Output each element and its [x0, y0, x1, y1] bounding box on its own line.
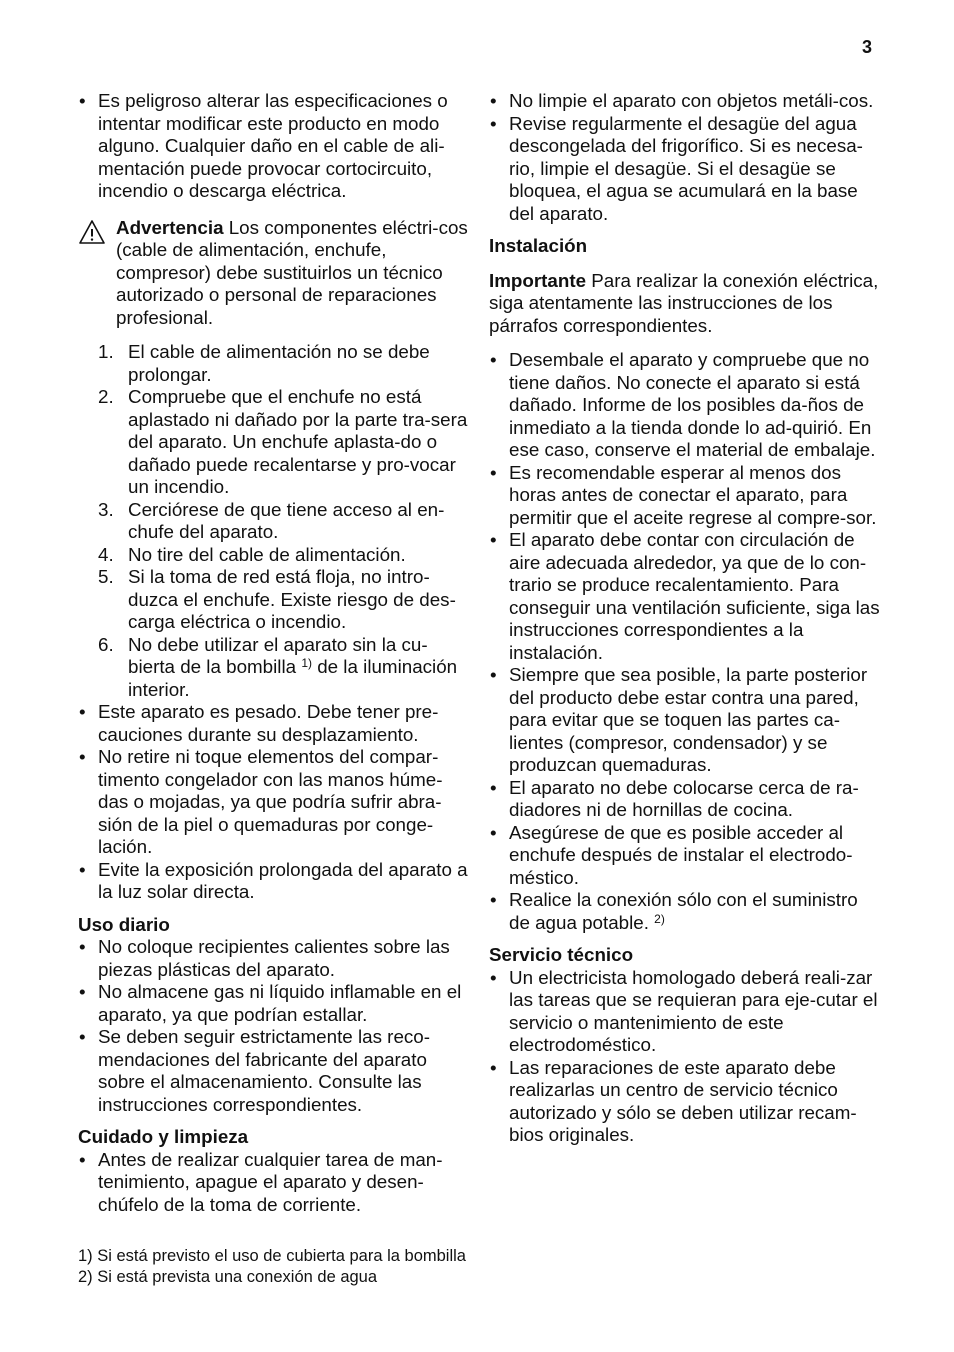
numbered-item [78, 386, 470, 499]
numbered-item [78, 634, 470, 702]
important-title: Importante [489, 269, 587, 291]
list-item: • Este aparato es pesado. Debe tener pre-cauciones durante su desplazamiento. [78, 701, 470, 746]
item-number: 1. [98, 341, 114, 362]
list-item: • No retire ni toque elementos del compar-timento congelador con las manos húme-das o mojadas, ya que podría sufrir abra-sión de la piel o quemaduras por conge-lación. [78, 746, 470, 859]
list-item: • Es peligroso alterar las especificaciones o intentar modificar este producto en modo alguno. Cualquier daño en el cable de ali-mentación puede provocar cortocircuito, incendio o descarga eléctrica. [78, 90, 470, 203]
list-item: • Antes de realizar cualquier tarea de man-tenimiento, apague el aparato y desen-chúfelo de la toma de corriente. [78, 1149, 470, 1217]
list-item: • Revise regularmente el desagüe del agua descongelada del frigorífico. Si es necesa-rio, limpie el desagüe. Si el desagüe se bloquea, el agua se acumulará en la base del aparato. [489, 113, 881, 226]
warning-text [116, 217, 470, 330]
item-text: Realice la conexión sólo con el suministro de agua potable. [509, 889, 858, 933]
item-number: 5. [98, 566, 114, 587]
item-text: No tire del cable de alimentación. [128, 543, 406, 565]
list-item: • El aparato debe contar con circulación de aire adecuada alrededor, ya que de lo con-trario se produce recalentamiento. Para conseguir una ventilación suficiente, siga las instrucciones correspondientes a la instalación. [489, 529, 881, 664]
right-column [489, 90, 881, 1147]
important-body: Para realizar la conexión eléctrica, siga atentamente las instrucciones de los párrafos correspondientes. [489, 269, 879, 336]
list-item: • Desembale el aparato y compruebe que no tiene daños. No conecte el aparato si está dañado. Informe de los posibles da-ños de inmediato a la tienda donde lo ad-quirió. En ese caso, conserve el material de embalaje. [489, 349, 881, 462]
section-heading-uso-diario: Uso diario [78, 913, 170, 935]
numbered-item [78, 499, 470, 544]
cuidado-list [78, 1149, 470, 1217]
intro-bullet-list [78, 90, 470, 203]
footnote: 1) Si está previsto el uso de cubierta para la bombilla [78, 1247, 466, 1265]
important-note [489, 270, 881, 338]
item-text-cont: de la iluminación interior. [128, 656, 458, 700]
item-text: Compruebe que el enchufe no está aplastado ni dañado por la parte tra-sera del aparato. Un enchufe aplasta-do o dañado puede recalentarse y pro-vocar un incendio. [128, 386, 468, 497]
item-text: Cerciórese de que tiene acceso al en-chufe del aparato. [128, 498, 445, 542]
item-number: 2. [98, 386, 114, 407]
numbered-item [78, 341, 470, 386]
list-item: • Un electricista homologado deberá reali-zar las tareas que se requieran para eje-cutar el servicio o mantenimiento de este electrodoméstico. [489, 967, 881, 1057]
item-number: 3. [98, 498, 114, 520]
section-heading-instalacion: Instalación [489, 235, 588, 256]
footnotes [78, 1246, 466, 1288]
item-text: Si la toma de red está floja, no intro-duzca el enchufe. Existe riesgo de des-carga eléctrica o incendio. [128, 566, 456, 632]
cuidado-cont-list [489, 90, 881, 225]
numbered-item [78, 566, 470, 634]
section-heading-cuidado: Cuidado y limpieza [78, 1126, 249, 1147]
item-number: 6. [98, 633, 114, 655]
left-column [78, 90, 470, 1216]
item-text: No debe utilizar el aparato sin la cu-bierta de la bombilla [128, 633, 428, 677]
list-item: • Las reparaciones de este aparato debe realizarlas un centro de servicio técnico autorizado y sólo se deben utilizar recam-bios originales. [489, 1057, 881, 1147]
list-item: • El aparato no debe colocarse cerca de ra-diadores ni de hornillas de cocina. [489, 777, 881, 822]
list-item: • Se deben seguir estrictamente las reco-mendaciones del fabricante del aparato sobre el almacenamiento. Consulte las instrucciones correspondientes. [78, 1026, 470, 1116]
section-heading-servicio: Servicio técnico [489, 944, 634, 965]
warning-triangle-icon [78, 219, 106, 245]
list-item: • Asegúrese de que es posible acceder al enchufe después de instalar el electrodo-méstico. [489, 822, 881, 890]
more-bullet-list [78, 701, 470, 904]
list-item: • No almacene gas ni líquido inflamable en el aparato, ya que podrían estallar. [78, 981, 470, 1026]
servicio-list [489, 967, 881, 1147]
warning-title: Advertencia [116, 216, 224, 238]
footnote-ref: 2) [654, 911, 665, 926]
list-item: • Es recomendable esperar al menos dos horas antes de conectar el aparato, para permitir que el aceite regrese al compre-sor. [489, 462, 881, 530]
list-item: • Siempre que sea posible, la parte posterior del producto debe estar contra una pared, para evitar que se toquen las partes ca-lientes (compresor, condensador) y se produzcan quemaduras. [489, 664, 881, 777]
numbered-item [78, 544, 470, 567]
list-item [489, 889, 881, 934]
item-number: 4. [98, 543, 114, 565]
page-number: 3 [862, 37, 873, 57]
list-item: • No limpie el aparato con objetos metáli-cos. [489, 90, 881, 113]
instalacion-list [489, 349, 881, 934]
footnote-ref: 1) [301, 656, 312, 670]
uso-diario-list [78, 936, 470, 1116]
item-text: El cable de alimentación no se debe prolongar. [128, 341, 430, 385]
warning-body: Los componentes eléctri-cos (cable de alimentación, enchufe, compresor) debe sustituirlos un técnico autorizado o personal de reparaciones profesional. [116, 216, 468, 328]
footnote: 2) Si está prevista una conexión de agua [78, 1268, 378, 1286]
list-item: • No coloque recipientes calientes sobre las piezas plásticas del aparato. [78, 936, 470, 981]
numbered-list [78, 341, 470, 701]
warning-block [78, 217, 470, 330]
list-item: • Evite la exposición prolongada del aparato a la luz solar directa. [78, 859, 470, 904]
